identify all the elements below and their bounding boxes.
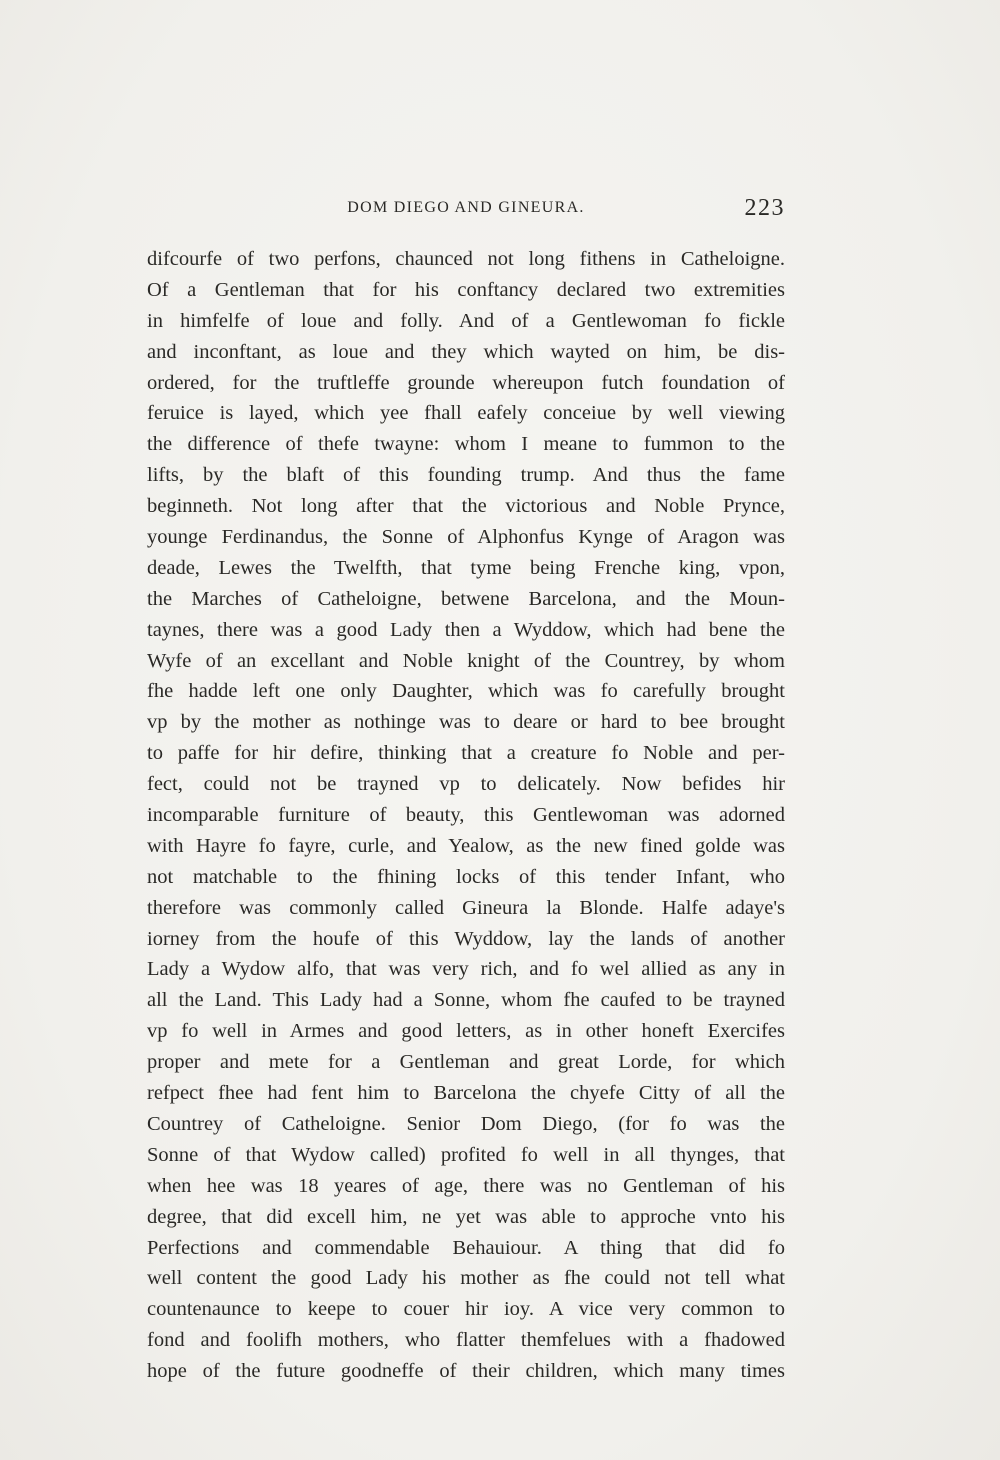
- page-number: 223: [744, 195, 785, 221]
- body-text: [147, 244, 785, 1387]
- text-line: deade, Lewes the Twelfth, that tyme being Frenche king, vpon,: [147, 556, 785, 579]
- text-line: refpect fhee had fent him to Barcelona the chyefe Citty of all the: [147, 1082, 785, 1105]
- text-line: Sonne of that Wydow called) profited fo well in all thynges, that: [147, 1143, 785, 1166]
- text-line: fhe hadde left one only Daughter, which was fo carefully brought: [147, 680, 785, 703]
- text-line: taynes, there was a good Lady then a Wyddow, which had bene the: [147, 618, 785, 641]
- text-line: incomparable furniture of beauty, this Gentlewoman was adorned: [147, 804, 785, 827]
- text-line: well content the good Lady his mother as fhe could not tell what: [147, 1267, 785, 1290]
- text-line: beginneth. Not long after that the victorious and Noble Prynce,: [147, 495, 785, 518]
- text-line: and inconftant, as loue and they which wayted on him, be dis-: [147, 340, 785, 363]
- running-head: [147, 197, 785, 227]
- text-line: vp by the mother as nothinge was to deare or hard to bee brought: [147, 711, 785, 734]
- text-line: countenaunce to keepe to couer hir ioy. A vice very common to: [147, 1298, 785, 1321]
- text-line: with Hayre fo fayre, curle, and Yealow, as the new fined golde was: [147, 834, 785, 857]
- text-line: feruice is layed, which yee fhall eafely conceiue by well viewing: [147, 402, 785, 425]
- running-title: DOM DIEGO AND GINEURA.: [347, 199, 585, 216]
- text-line: Perfections and commendable Behauiour. A thing that did fo: [147, 1236, 785, 1259]
- text-line: lifts, by the blaft of this founding trump. And thus the fame: [147, 464, 785, 487]
- text-line: Of a Gentleman that for his conftancy declared two extremities: [147, 278, 785, 301]
- text-line: the difference of thefe twayne: whom I meane to fummon to the: [147, 433, 785, 456]
- text-line: vp fo well in Armes and good letters, as in other honeft Exercifes: [147, 1020, 785, 1043]
- text-line: fond and foolifh mothers, who flatter themfelues with a fhadowed: [147, 1329, 785, 1352]
- text-line: the Marches of Catheloigne, betwene Barcelona, and the Moun-: [147, 587, 785, 610]
- text-line: iorney from the houfe of this Wyddow, lay the lands of another: [147, 927, 785, 950]
- text-line: to paffe for hir defire, thinking that a creature fo Noble and per-: [147, 742, 785, 765]
- text-line: younge Ferdinandus, the Sonne of Alphonfus Kynge of Aragon was: [147, 526, 785, 549]
- text-line: when hee was 18 yeares of age, there was no Gentleman of his: [147, 1174, 785, 1197]
- text-line: difcourfe of two perfons, chaunced not long fithens in Catheloigne.: [147, 248, 785, 270]
- text-line: fect, could not be trayned vp to delicately. Now befides hir: [147, 773, 785, 796]
- text-line: all the Land. This Lady had a Sonne, whom fhe caufed to be trayned: [147, 989, 785, 1012]
- text-line: not matchable to the fhining locks of this tender Infant, who: [147, 865, 785, 888]
- text-line: degree, that did excell him, ne yet was able to approche vnto his: [147, 1205, 785, 1228]
- text-line: in himfelfe of loue and folly. And of a Gentlewoman fo fickle: [147, 309, 785, 332]
- text-line: ordered, for the truftleffe grounde whereupon futch foundation of: [147, 371, 785, 394]
- text-line: therefore was commonly called Gineura la Blonde. Halfe adaye's: [147, 896, 785, 919]
- text-line: Countrey of Catheloigne. Senior Dom Diego, (for fo was the: [147, 1112, 785, 1135]
- text-line: Lady a Wydow alfo, that was very rich, and fo wel allied as any in: [147, 958, 785, 981]
- text-line: Wyfe of an excellant and Noble knight of the Countrey, by whom: [147, 649, 785, 672]
- text-line: proper and mete for a Gentleman and great Lorde, for which: [147, 1051, 785, 1074]
- text-line: hope of the future goodneffe of their children, which many times: [147, 1360, 785, 1383]
